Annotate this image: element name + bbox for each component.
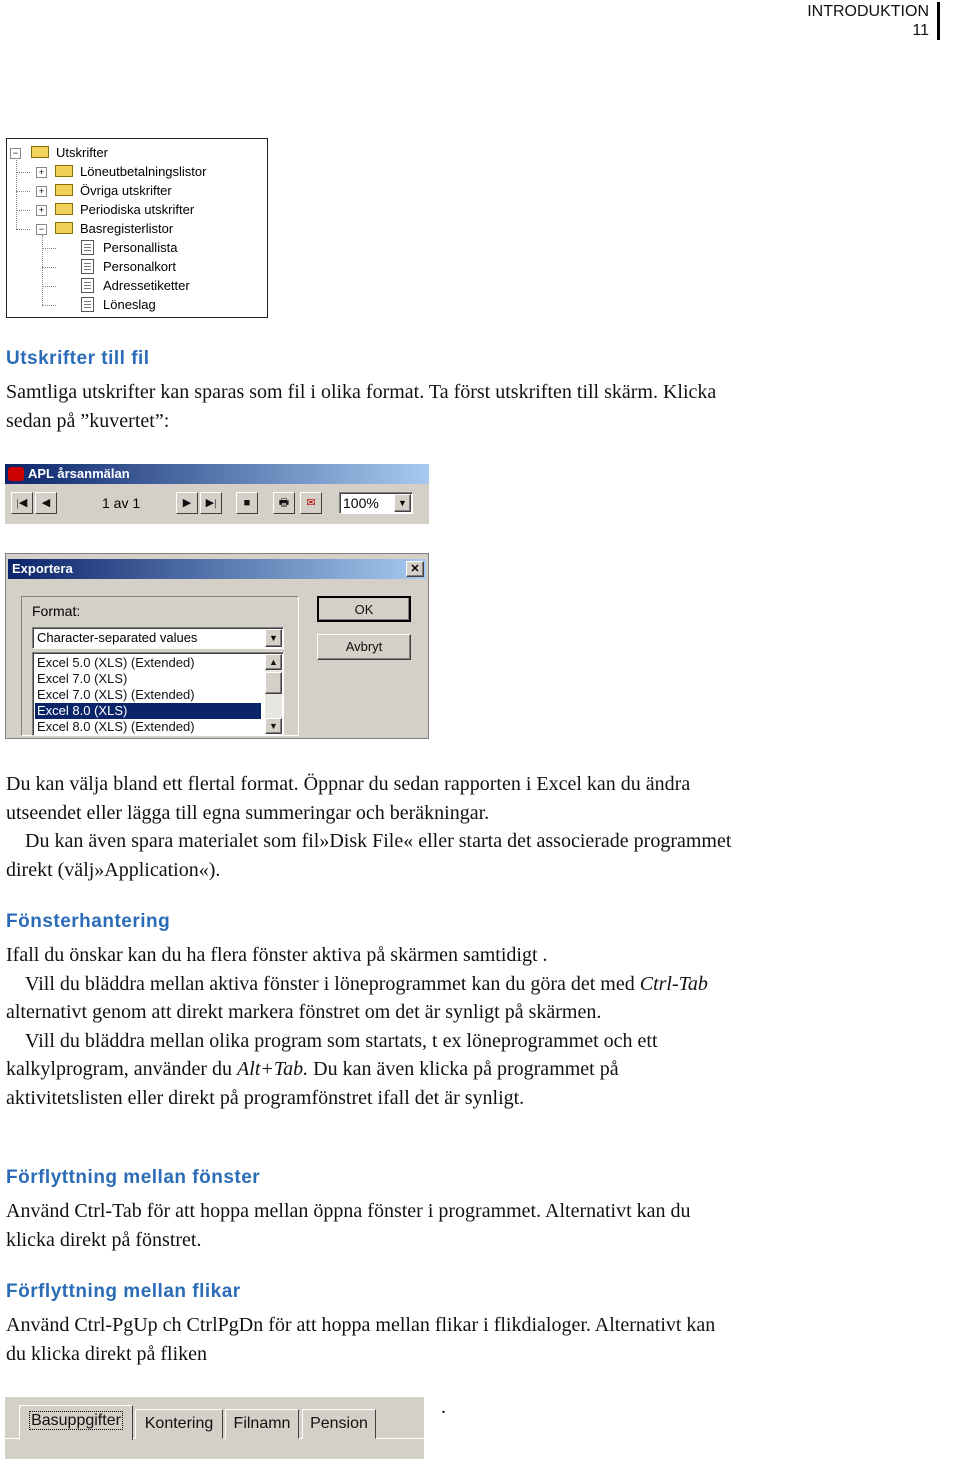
tree-item-loneslag[interactable]: [7, 295, 267, 314]
expand-icon[interactable]: +: [36, 205, 47, 216]
document-icon: [81, 259, 94, 274]
list-item[interactable]: Excel 5.0 (XLS) (Extended): [37, 655, 195, 670]
list-item[interactable]: Excel 7.0 (XLS) (Extended): [37, 687, 195, 702]
tree-item-label: Utskrifter: [56, 145, 108, 160]
section-title: INTRODUKTION: [807, 3, 929, 20]
tree-item-label: Basregisterlistor: [80, 221, 174, 236]
paragraph: Du kan välja bland ett flertal format. Öppnar du sedan rapporten i Excel kan du ändra utseendet eller lägga till egna summeringar och beräkningar. Du kan även spara materialet som fil»Disk File« eller starta det associerade programmet direkt (välj»Application«).: [6, 773, 732, 881]
format-list[interactable]: [32, 652, 284, 736]
dialog-titlebar: [8, 559, 426, 579]
tree-item-label: Löneslag: [103, 297, 156, 312]
tree-item-adressetiketter[interactable]: [7, 276, 267, 295]
format-select[interactable]: Character-separated values ▼: [32, 627, 284, 649]
app-icon: [8, 467, 24, 481]
dialog-title: Exportera: [12, 561, 73, 576]
export-dialog: [5, 553, 429, 739]
previous-page-button[interactable]: ◀: [35, 492, 57, 514]
zoom-select[interactable]: 100% ▼: [339, 492, 413, 514]
tree-item-label: Periodiska utskrifter: [80, 202, 195, 217]
list-item-selected[interactable]: Excel 8.0 (XLS): [35, 703, 261, 719]
folder-icon: [55, 203, 73, 215]
report-tree: [6, 138, 268, 318]
scroll-up-icon[interactable]: ▲: [265, 654, 282, 670]
close-icon[interactable]: ✕: [406, 561, 424, 577]
tab-kontering[interactable]: Kontering: [135, 1409, 223, 1439]
next-page-button[interactable]: ▶: [176, 492, 198, 514]
scrollbar[interactable]: [265, 654, 282, 734]
tab-strip: [5, 1397, 424, 1459]
tree-item-loneutbetalningslistor[interactable]: [7, 162, 267, 181]
window-title: APL årsanmälan: [28, 466, 130, 481]
tree-item-ovriga-utskrifter[interactable]: [7, 181, 267, 200]
tree-item-label: Personallista: [103, 240, 178, 255]
last-page-button[interactable]: ▶|: [200, 492, 222, 514]
document-icon: [81, 278, 94, 293]
stop-button[interactable]: ■: [236, 492, 258, 514]
print-icon[interactable]: 🖶: [273, 492, 295, 514]
export-envelope-icon[interactable]: ✉: [300, 492, 322, 514]
ok-button[interactable]: OK: [317, 596, 411, 622]
list-item[interactable]: Excel 7.0 (XLS): [37, 671, 128, 686]
paragraph: Använd Ctrl-PgUp ch CtrlPgDn för att hoppa mellan flikar i flikdialoger. Alternativt kan du klicka direkt på fliken: [6, 1314, 716, 1365]
tab-filnamn[interactable]: Filnamn: [225, 1409, 299, 1439]
heading-forflyttning-mellan-flikar: Förflyttning mellan flikar: [6, 1281, 241, 1302]
paragraph: Samtliga utskrifter kan sparas som fil i olika format. Ta först utskriften till skärm. Klicka sedan på ”kuvertet”:: [6, 381, 717, 432]
tree-item-label: Adressetiketter: [103, 278, 190, 293]
page-indicator: 1 av 1: [102, 495, 141, 511]
tree-item-basregisterlistor[interactable]: [7, 219, 267, 238]
heading-utskrifter-till-fil: Utskrifter till fil: [6, 348, 150, 369]
page-header: [807, 2, 940, 40]
paragraph: Använd Ctrl-Tab för att hoppa mellan öppna fönster i programmet. Alternativt kan du klicka direkt på fönstret.: [6, 1200, 691, 1251]
expand-icon[interactable]: +: [36, 186, 47, 197]
trailing-dot: .: [441, 1396, 446, 1418]
format-label: Format:: [32, 603, 81, 619]
tree-item-personallista[interactable]: [7, 238, 267, 257]
cancel-button[interactable]: Avbryt: [317, 634, 411, 660]
paragraph: Ifall du önskar kan du ha flera fönster aktiva på skärmen samtidigt . Vill du bläddra mellan aktiva fönster i löneprogrammet kan du göra det med Ctrl-Tab alternativt genom att direkt markera fönstret om det är synligt på skärmen. Vill du bläddra mellan olika program som startats, t ex löneprogrammet och ett kalkylprogram, använder du Alt+Tab. Du kan även klicka på programmet på aktivitetslisten eller direkt på programfönstret ifall det är synligt.: [6, 944, 708, 1109]
chevron-down-icon[interactable]: ▼: [265, 629, 282, 647]
tree-item-utskrifter[interactable]: [7, 143, 267, 162]
scroll-thumb[interactable]: [265, 672, 282, 694]
folder-icon: [55, 222, 73, 234]
tab-pension[interactable]: Pension: [302, 1409, 376, 1439]
format-group: [21, 596, 299, 736]
tree-item-label: Löneutbetalningslistor: [80, 164, 207, 179]
folder-icon: [55, 165, 73, 177]
first-page-button[interactable]: |◀: [11, 492, 33, 514]
heading-forflyttning-mellan-fonster: Förflyttning mellan fönster: [6, 1167, 261, 1188]
folder-icon: [31, 146, 49, 158]
document-icon: [81, 240, 94, 255]
preview-window: [5, 464, 429, 524]
tree-item-periodiska-utskrifter[interactable]: [7, 200, 267, 219]
expand-icon[interactable]: +: [36, 167, 47, 178]
folder-icon: [55, 184, 73, 196]
tree-item-label: Övriga utskrifter: [80, 183, 172, 198]
preview-titlebar: [5, 464, 429, 484]
scroll-down-icon[interactable]: ▼: [265, 718, 282, 734]
document-icon: [81, 297, 94, 312]
tab-basuppgifter[interactable]: Basuppgifter: [19, 1405, 133, 1440]
heading-fonsterhantering: Fönsterhantering: [6, 911, 171, 932]
tree-item-personalkort[interactable]: [7, 257, 267, 276]
list-item[interactable]: Excel 8.0 (XLS) (Extended): [37, 719, 195, 734]
page-number: 11: [912, 22, 929, 39]
chevron-down-icon[interactable]: ▼: [394, 494, 411, 512]
collapse-icon[interactable]: −: [36, 224, 47, 235]
collapse-icon[interactable]: −: [10, 148, 21, 159]
tree-item-label: Personalkort: [103, 259, 176, 274]
